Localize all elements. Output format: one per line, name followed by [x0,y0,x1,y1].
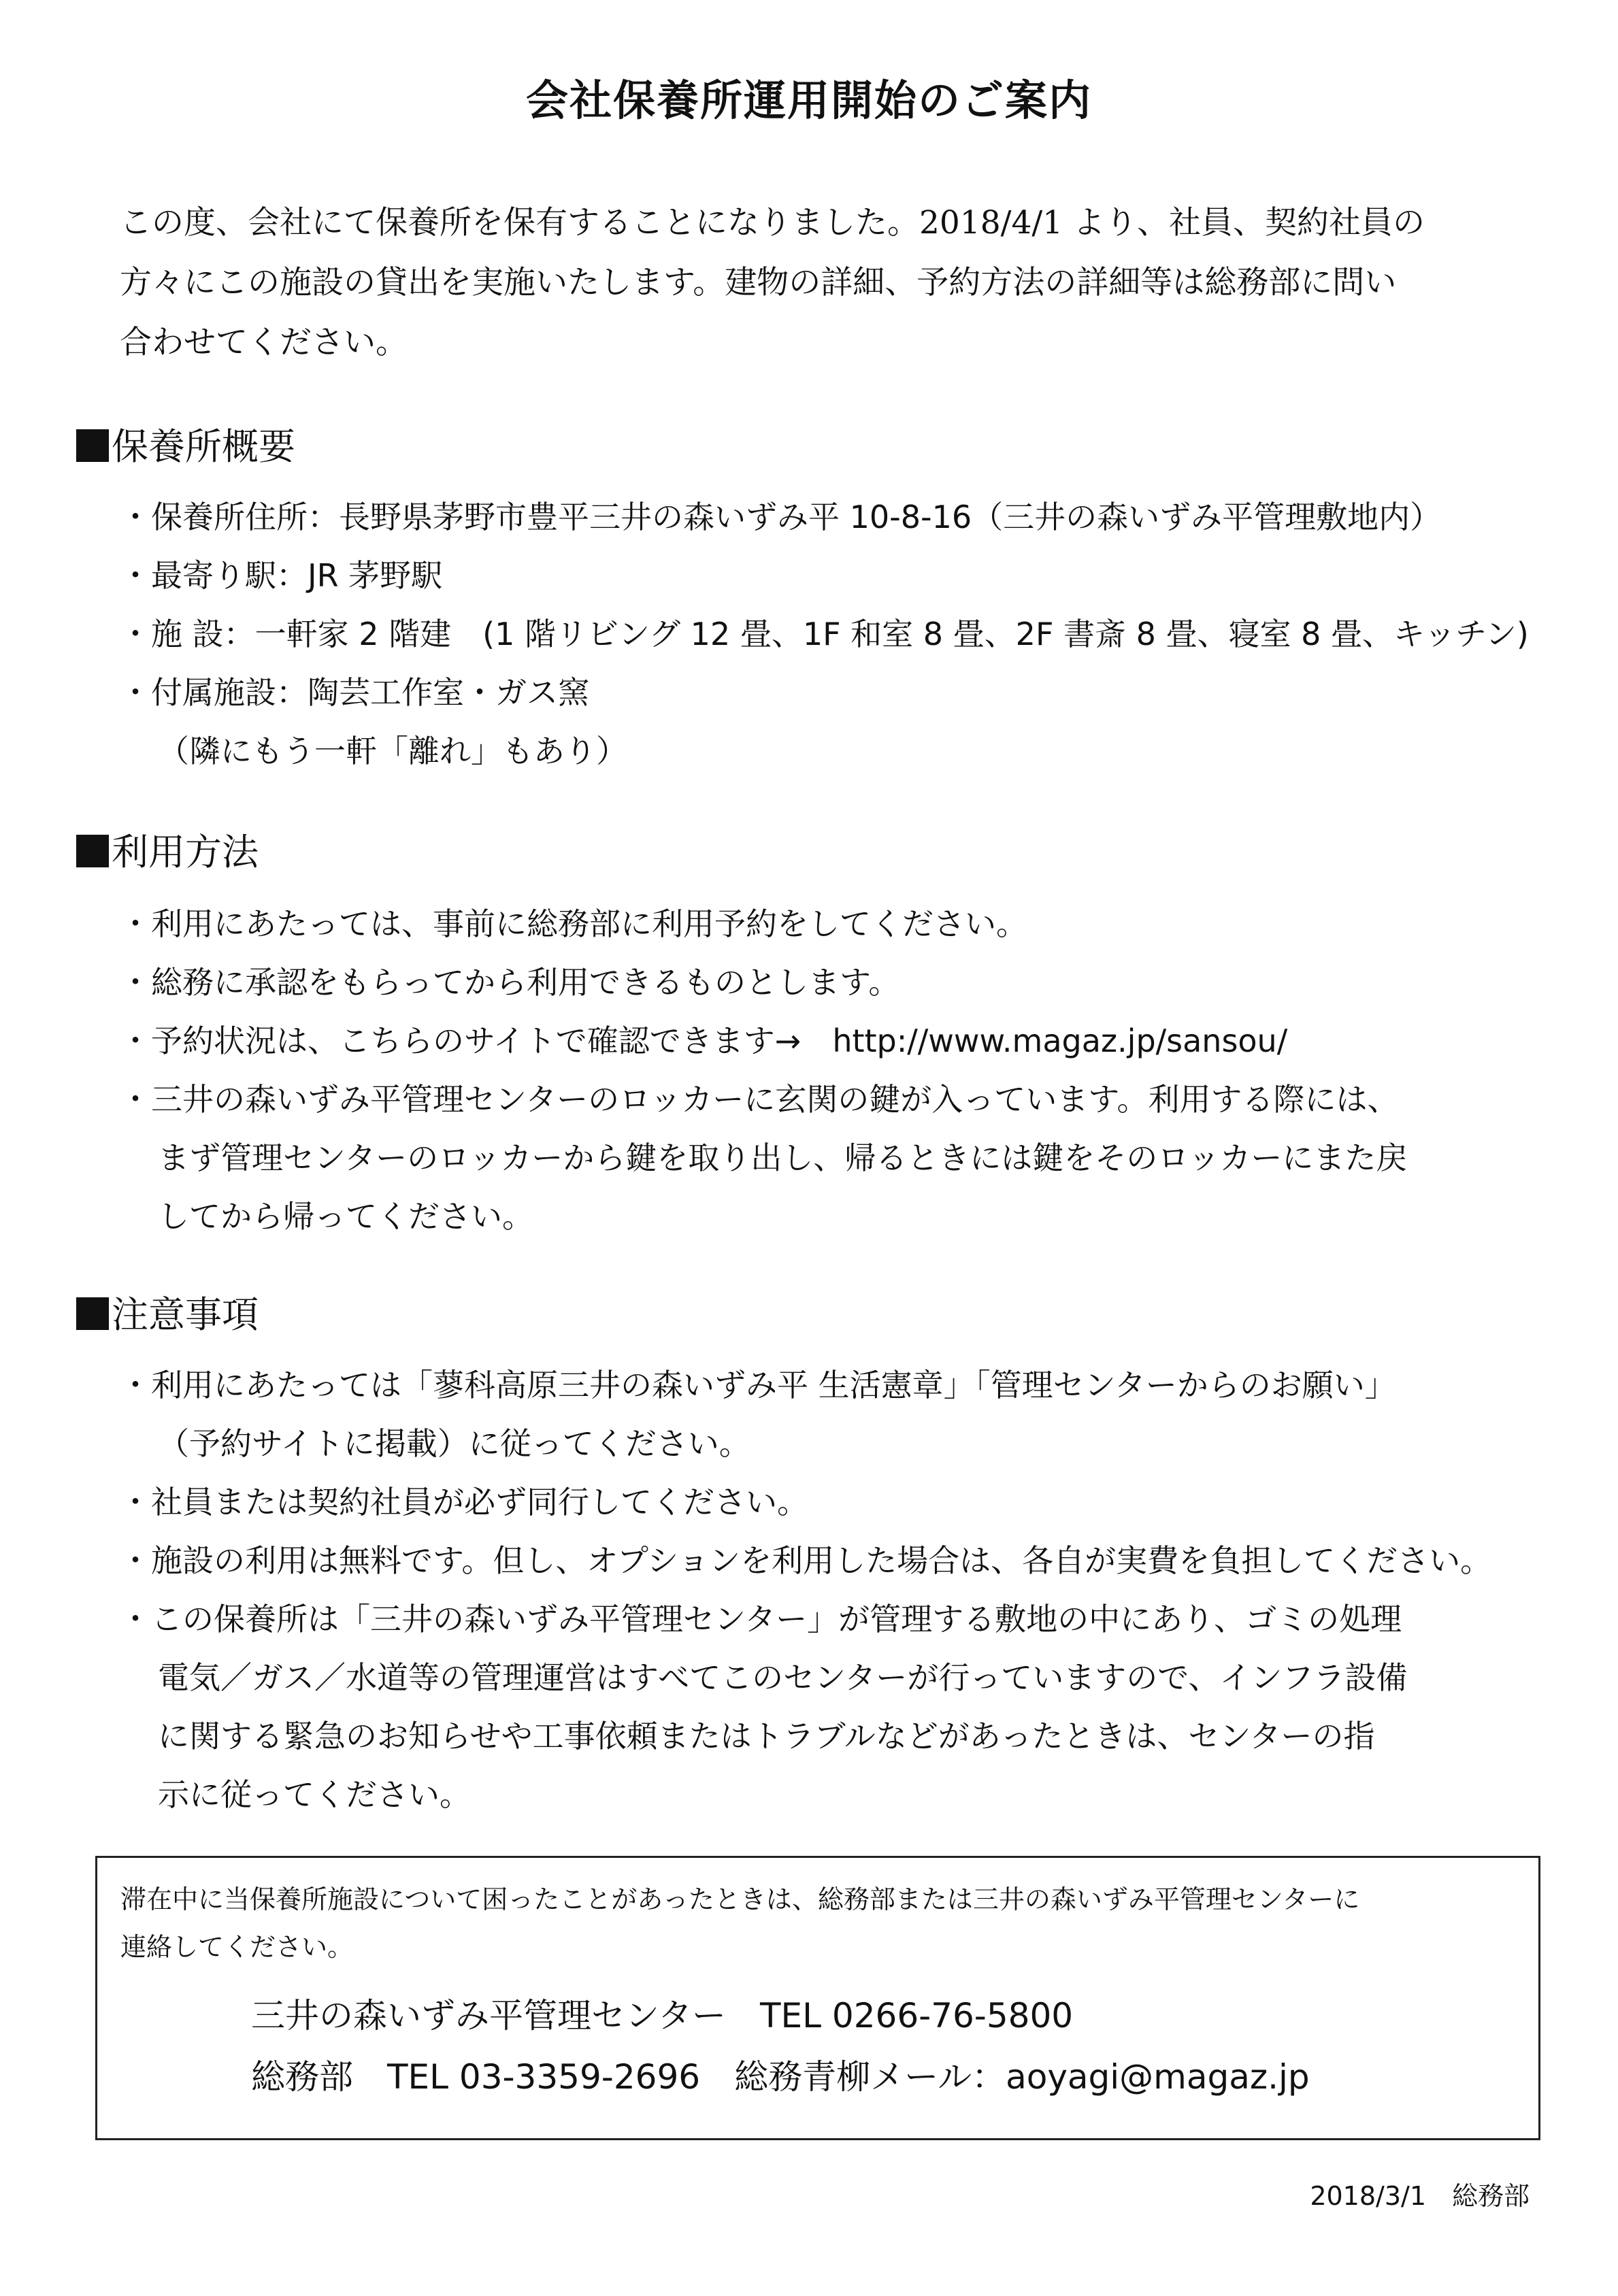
notes-line: ・この保養所は「三井の森いずみ平管理センター」が管理する敷地の中にあり、ゴミの処理 [120,1601,1402,1637]
overview-annex-note: （隣にもう一軒「離れ」もあり） [158,733,627,769]
notes-line: ・利用にあたっては「蓼科高原三井の森いずみ平 生活憲章」「管理センターからのお願い」 [120,1367,1396,1403]
contact-management-center: 三井の森いずみ平管理センター TEL 0266-76-5800 [251,1996,1074,2035]
overview-annex: ・付属施設：陶芸工作室・ガス窯 [120,674,589,711]
overview-address: ・保養所住所：長野県茅野市豊平三井の森いずみ平 10-8-16（三井の森いずみ平管理敷地内） [120,499,1442,535]
usage-line: ・利用にあたっては、事前に総務部に利用予約をしてください。 [120,905,1027,942]
notes-line: 電気／ガス／水道等の管理運営はすべてこのセンターが行っていますので、インフラ設備 [158,1659,1408,1696]
notes-line: に関する緊急のお知らせや工事依頼またはトラブルなどがあったときは、センターの指 [158,1718,1375,1754]
section-heading-label: 注意事項 [112,1293,259,1336]
notice-line: 滞在中に当保養所施設について困ったことがあったときは、総務部または三井の森いずみ平管理センターに [120,1884,1360,1914]
page-title: 会社保養所運用開始のご案内 [525,76,1092,125]
section-heading-notes [76,1291,259,1339]
date-signature: 2018/3/1 総務部 [1310,2181,1530,2211]
section-heading-usage [76,829,259,876]
intro-line: 方々にこの施設の貸出を実施いたします。建物の詳細、予約方法の詳細等は総務部に問い [120,264,1397,301]
notes-line: ・施設の利用は無料です。但し、オプションを利用した場合は、各自が実費を負担してください。 [120,1542,1492,1579]
square-bullet-icon [76,1297,109,1330]
notes-line: （予約サイトに掲載）に従ってください。 [158,1425,750,1462]
contact-notice-box [95,1856,1540,2140]
section-heading-overview [76,423,295,471]
notes-line: 示に従ってください。 [158,1776,471,1813]
usage-line: してから帰ってください。 [158,1198,533,1235]
notice-line: 連絡してください。 [120,1932,354,1962]
overview-facility: ・施 設：一軒家 2 階建 (1 階リビング 12 畳、1F 和室 8 畳、2F 書斎 8 畳、寝室 8 畳、キッチン) [120,616,1529,652]
section-heading-label: 保養所概要 [112,425,295,468]
usage-line: まず管理センターのロッカーから鍵を取り出し、帰るときには鍵をそのロッカーにまた戻 [158,1139,1408,1176]
overview-station: ・最寄り駅：JR 茅野駅 [120,557,443,594]
usage-reservation-link-line: ・予約状況は、こちらのサイトで確認できます→ http://www.magaz.jp/sansou/ [120,1022,1288,1059]
square-bullet-icon [76,835,109,867]
usage-line: ・三井の森いずみ平管理センターのロッカーに玄関の鍵が入っています。利用する際には、 [120,1081,1399,1118]
intro-line: この度、会社にて保養所を保有することになりました。2018/4/1 より、社員、契約社員の [120,204,1425,242]
contact-general-affairs: 総務部 TEL 03-3359-2696 総務青柳メール：aoyagi@magaz.jp [251,2057,1310,2097]
usage-line: ・総務に承認をもらってから利用できるものとします。 [120,964,900,1001]
notes-line: ・社員または契約社員が必ず同行してください。 [120,1484,808,1520]
intro-paragraph [120,193,1535,373]
square-bullet-icon [76,429,109,462]
intro-line: 合わせてください。 [120,324,408,361]
section-heading-label: 利用方法 [112,831,259,874]
